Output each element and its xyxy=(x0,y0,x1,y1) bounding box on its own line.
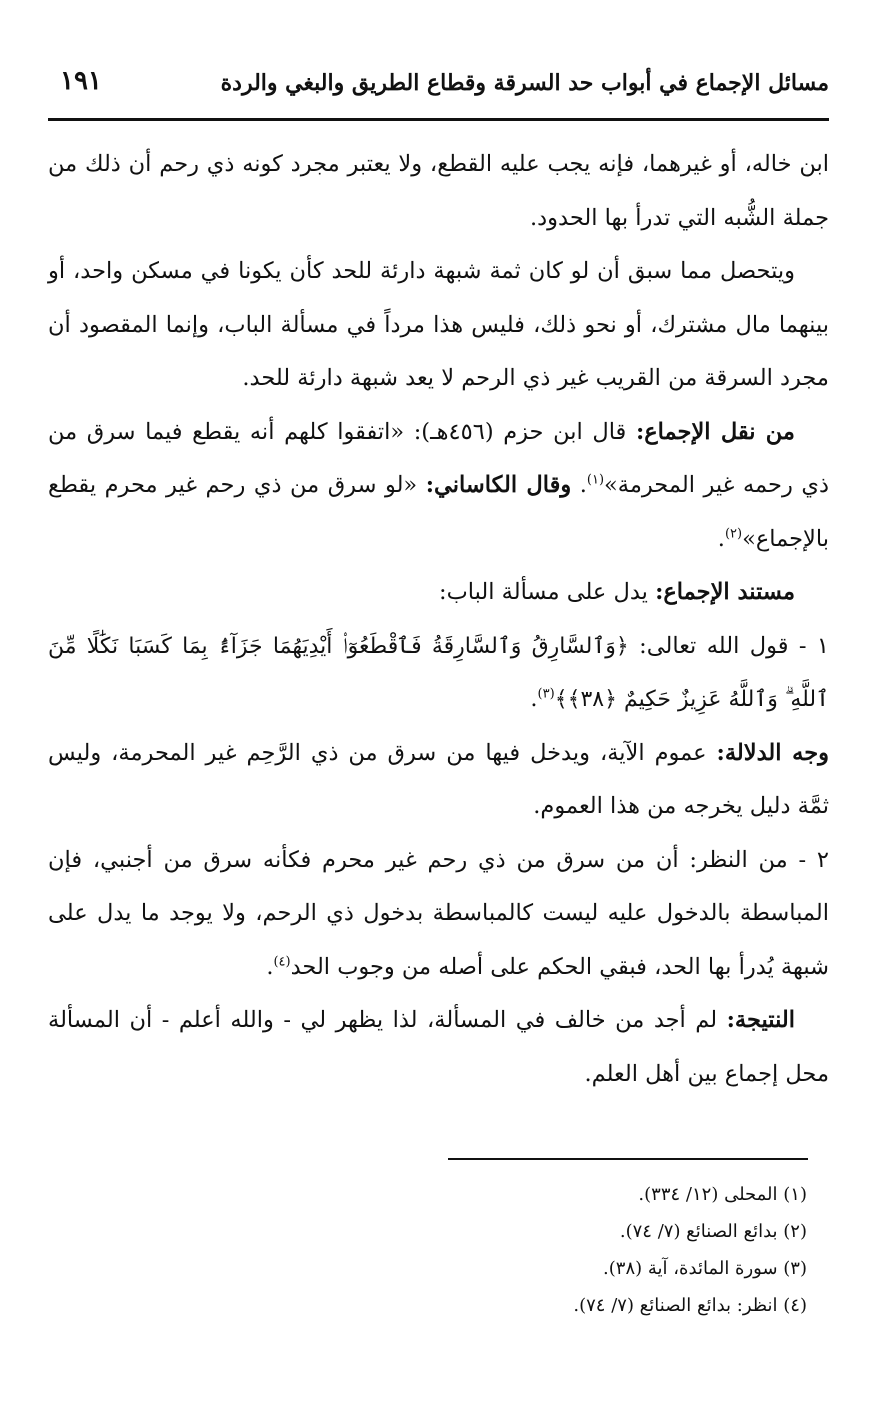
footnote-1: (١) المحلى (١٢/ ٣٣٤). xyxy=(638,1184,807,1205)
sentence-end: . xyxy=(717,525,725,552)
running-title: مسائل الإجماع في أبواب حد السرقة وقطاع الطريق والبغي والردة xyxy=(220,70,829,96)
sentence-end: . xyxy=(266,953,274,980)
quran-verse: ﴿وَٱلسَّارِقُ وَٱلسَّارِقَةُ فَٱقْطَعُوٓا۟ أَيْدِيَهُمَا جَزَآءًۢ بِمَا كَسَبَا نَكَٰلًا مِّنَ ٱللَّهِ ۗ وَٱللَّهُ عَزِيزٌ حَكِيمٌ ﴿٣٨﴾﴾ xyxy=(48,633,829,712)
footnote-4: (٤) انظر: بدائع الصنائع (٧/ ٧٤). xyxy=(573,1295,807,1316)
footnote-3: (٣) سورة المائدة، آية (٣٨). xyxy=(603,1258,807,1279)
paragraph-ijma-basis xyxy=(48,566,829,620)
footnote-ref-2[interactable]: (٢) xyxy=(724,526,743,541)
section-label-ijma-transmission: من نقل الإجماع: xyxy=(635,418,795,445)
sentence-end: . xyxy=(530,686,538,712)
separator: . xyxy=(571,472,587,498)
reasoning-text: ٢ - من النظر: أن من سرق من ذي رحم غير محرم فكأنه سرق من أجنبي، فإن المباسطة بالدخول عليه ليست كالمباسطة بدخول ذي الرحم، ولا يوجد ما يدل على شبهة يُدرأ بها الحد، فبقي الحكم على أصله من وجوب الحد xyxy=(48,846,829,980)
paragraph-result xyxy=(48,994,829,1101)
paragraph-reasoning-evidence xyxy=(48,834,829,995)
footnote-2: (٢) بدائع الصنائع (٧/ ٧٤). xyxy=(619,1221,807,1242)
footnote-ref-3[interactable]: (٣) xyxy=(537,686,555,702)
paragraph-continuation: ابن خاله، أو غيرهما، فإنه يجب عليه القطع، ولا يعتبر مجرد كونه ذي رحم أن ذلك من جملة الشُّبه التي تدرأ بها الحدود. xyxy=(48,151,829,231)
footnote-ref-1[interactable]: (١) xyxy=(586,472,605,488)
page-number: ١٩١ xyxy=(60,66,102,96)
ijma-basis-text: يدل على مسألة الباب: xyxy=(438,579,648,605)
ibn-hazm-quote: قال ابن حزم (٤٥٦هـ): «اتفقوا كلهم أنه يقطع فيما سرق من ذي رحمه غير المحرمة» xyxy=(48,418,829,498)
footnote-divider xyxy=(448,1158,808,1160)
paragraph-evidence-aspect xyxy=(48,727,829,834)
page-header xyxy=(48,62,829,121)
section-label-ijma-basis: مستند الإجماع: xyxy=(655,579,795,605)
kasani-label: وقال الكاساني: xyxy=(425,472,572,498)
section-label-result: النتيجة: xyxy=(726,1007,795,1033)
paragraph-summary: ويتحصل مما سبق أن لو كان ثمة شبهة دارئة للحد كأن يكونا في مسكن واحد، أو بينهما مال مشترك، أو نحو ذلك، فليس هذا مرداً في مسألة الباب، وإنما المقصود أن مجرد السرقة من القريب غير ذي الرحم لا يعد شبهة دارئة للحد. xyxy=(48,258,829,391)
evidence-aspect-text: عموم الآية، ويدخل فيها من سرق من ذي الرَّحِم غير المحرمة، وليس ثمَّة دليل يخرجه من هذا العموم. xyxy=(48,739,829,819)
evidence-1-intro: ١ - قول الله تعالى: xyxy=(639,632,829,659)
paragraph-ijma-transmission xyxy=(48,406,829,567)
paragraph-quran-evidence xyxy=(48,620,829,727)
main-text xyxy=(48,138,829,1101)
kasani-quote: «لو سرق من ذي رحم غير محرم يقطع بالإجماع» xyxy=(48,472,829,552)
footnote-ref-4[interactable]: (٤) xyxy=(273,954,291,969)
footnotes xyxy=(107,1176,807,1324)
section-label-evidence-aspect: وجه الدلالة: xyxy=(716,739,829,766)
result-text: لم أجد من خالف في المسألة، لذا يظهر لي - والله أعلم - أن المسألة محل إجماع بين أهل العلم. xyxy=(48,1007,829,1087)
